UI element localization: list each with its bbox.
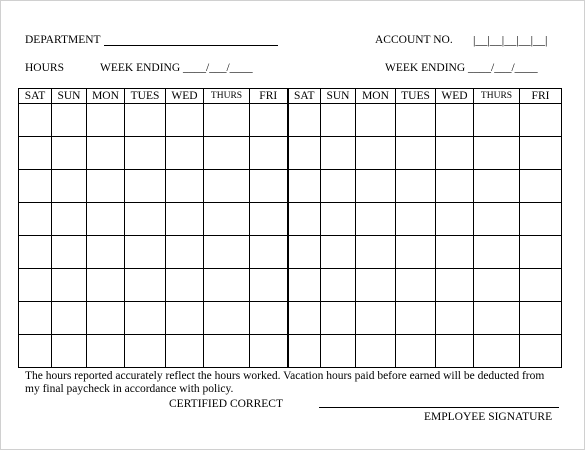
hours-cell[interactable]: [166, 335, 204, 368]
hours-cell[interactable]: [250, 170, 288, 203]
hours-grid: [18, 88, 562, 368]
hours-cell[interactable]: [288, 137, 321, 170]
hours-cell[interactable]: [250, 302, 288, 335]
policy-statement-line-2: my final paycheck in accordance with policy.: [25, 383, 234, 395]
day-header-thurs: THURS: [474, 89, 520, 104]
hours-cell[interactable]: [436, 104, 474, 137]
hours-cell[interactable]: [520, 269, 562, 302]
hours-cell[interactable]: [250, 269, 288, 302]
day-header-mon: MON: [87, 89, 125, 104]
hours-cell[interactable]: [520, 104, 562, 137]
hours-cell[interactable]: [474, 104, 520, 137]
hours-cell[interactable]: [474, 203, 520, 236]
hours-cell[interactable]: [19, 302, 52, 335]
hours-cell[interactable]: [87, 269, 125, 302]
hours-cell[interactable]: [125, 236, 166, 269]
week-ending-left-field[interactable]: WEEK ENDING ____/___/____: [100, 62, 253, 74]
hours-cell[interactable]: [125, 137, 166, 170]
hours-cell[interactable]: [396, 302, 436, 335]
day-header-tues: TUES: [396, 89, 436, 104]
hours-cell[interactable]: [356, 269, 396, 302]
hours-cell[interactable]: [321, 137, 356, 170]
hours-cell[interactable]: [436, 269, 474, 302]
hours-cell[interactable]: [250, 335, 288, 368]
hours-cell[interactable]: [356, 335, 396, 368]
hours-cell[interactable]: [321, 203, 356, 236]
hours-cell[interactable]: [288, 104, 321, 137]
hours-cell[interactable]: [52, 137, 87, 170]
hours-cell[interactable]: [250, 236, 288, 269]
table-row: [19, 104, 562, 137]
day-header-tues: TUES: [125, 89, 166, 104]
hours-cell[interactable]: [19, 170, 52, 203]
hours-cell[interactable]: [356, 104, 396, 137]
hours-cell[interactable]: [436, 302, 474, 335]
day-header-sun: SUN: [321, 89, 356, 104]
hours-cell[interactable]: [250, 137, 288, 170]
hours-cell[interactable]: [87, 302, 125, 335]
hours-cell[interactable]: [520, 170, 562, 203]
hours-cell[interactable]: [356, 170, 396, 203]
hours-cell[interactable]: [125, 170, 166, 203]
hours-cell[interactable]: [474, 236, 520, 269]
hours-cell[interactable]: [204, 203, 250, 236]
hours-cell[interactable]: [204, 170, 250, 203]
hours-cell[interactable]: [19, 335, 52, 368]
table-row: [19, 170, 562, 203]
hours-cell[interactable]: [436, 170, 474, 203]
hours-cell[interactable]: [166, 104, 204, 137]
hours-cell[interactable]: [87, 236, 125, 269]
hours-cell[interactable]: [166, 137, 204, 170]
hours-cell[interactable]: [396, 269, 436, 302]
hours-cell[interactable]: [204, 335, 250, 368]
hours-cell[interactable]: [520, 203, 562, 236]
hours-cell[interactable]: [19, 104, 52, 137]
table-row: [19, 302, 562, 335]
hours-cell[interactable]: [436, 236, 474, 269]
table-row: [19, 203, 562, 236]
hours-cell[interactable]: [436, 137, 474, 170]
hours-cell[interactable]: [87, 203, 125, 236]
hours-cell[interactable]: [204, 269, 250, 302]
hours-cell[interactable]: [52, 269, 87, 302]
hours-cell[interactable]: [87, 104, 125, 137]
hours-cell[interactable]: [396, 335, 436, 368]
certified-correct-label: CERTIFIED CORRECT: [169, 398, 283, 410]
hours-cell[interactable]: [474, 170, 520, 203]
hours-cell[interactable]: [52, 335, 87, 368]
day-header-thurs: THURS: [204, 89, 250, 104]
day-header-row: [19, 89, 562, 104]
hours-cell[interactable]: [87, 137, 125, 170]
hours-cell[interactable]: [356, 302, 396, 335]
hours-cell[interactable]: [19, 203, 52, 236]
employee-signature-label: EMPLOYEE SIGNATURE: [424, 411, 553, 423]
hours-cell[interactable]: [396, 104, 436, 137]
hours-cell[interactable]: [166, 203, 204, 236]
hours-cell[interactable]: [396, 236, 436, 269]
hours-cell[interactable]: [288, 170, 321, 203]
hours-cell[interactable]: [474, 269, 520, 302]
hours-cell[interactable]: [204, 236, 250, 269]
hours-cell[interactable]: [166, 269, 204, 302]
hours-cell[interactable]: [321, 269, 356, 302]
day-header-fri: FRI: [520, 89, 562, 104]
hours-cell[interactable]: [474, 335, 520, 368]
hours-cell[interactable]: [166, 170, 204, 203]
hours-cell[interactable]: [321, 104, 356, 137]
day-header-sun: SUN: [52, 89, 87, 104]
hours-cell[interactable]: [520, 236, 562, 269]
hours-cell[interactable]: [125, 302, 166, 335]
hours-cell[interactable]: [520, 335, 562, 368]
hours-cell[interactable]: [19, 269, 52, 302]
hours-cell[interactable]: [520, 137, 562, 170]
hours-cell[interactable]: [288, 236, 321, 269]
hours-cell[interactable]: [520, 302, 562, 335]
day-header-sat: SAT: [288, 89, 321, 104]
policy-statement-line-1: The hours reported accurately reflect the hours worked. Vacation hours paid before earned will be deducted from: [25, 370, 545, 382]
hours-cell[interactable]: [288, 269, 321, 302]
week-ending-right-field[interactable]: WEEK ENDING ____/___/____: [385, 62, 538, 74]
department-label: DEPARTMENT: [25, 34, 101, 46]
hours-cell[interactable]: [396, 137, 436, 170]
hours-cell[interactable]: [19, 137, 52, 170]
hours-cell[interactable]: [321, 335, 356, 368]
hours-cell[interactable]: [321, 170, 356, 203]
hours-cell[interactable]: [396, 203, 436, 236]
day-header-fri: FRI: [250, 89, 288, 104]
hours-cell[interactable]: [356, 203, 396, 236]
table-row: [19, 137, 562, 170]
hours-table: [18, 88, 562, 368]
hours-cell[interactable]: [356, 137, 396, 170]
hours-cell[interactable]: [436, 203, 474, 236]
day-header-wed: WED: [436, 89, 474, 104]
hours-cell[interactable]: [204, 302, 250, 335]
hours-cell[interactable]: [436, 335, 474, 368]
hours-cell[interactable]: [166, 302, 204, 335]
hours-cell[interactable]: [474, 302, 520, 335]
hours-cell[interactable]: [125, 104, 166, 137]
table-row: [19, 236, 562, 269]
hours-cell[interactable]: [204, 137, 250, 170]
hours-cell[interactable]: [125, 203, 166, 236]
account-number-field[interactable]: |__|__|__|__|__|: [473, 33, 548, 47]
hours-cell[interactable]: [288, 203, 321, 236]
table-row: [19, 335, 562, 368]
hours-cell[interactable]: [356, 236, 396, 269]
policy-statement: [25, 370, 565, 396]
hours-cell[interactable]: [52, 236, 87, 269]
hours-cell[interactable]: [321, 236, 356, 269]
hours-cell[interactable]: [52, 104, 87, 137]
hours-label: HOURS: [25, 62, 64, 74]
hours-cell[interactable]: [52, 302, 87, 335]
day-header-mon: MON: [356, 89, 396, 104]
day-header-sat: SAT: [19, 89, 52, 104]
table-row: [19, 269, 562, 302]
day-header-wed: WED: [166, 89, 204, 104]
account-label: ACCOUNT NO.: [375, 34, 453, 46]
hours-cell[interactable]: [321, 302, 356, 335]
hours-cell[interactable]: [250, 104, 288, 137]
hours-cell[interactable]: [52, 170, 87, 203]
hours-cell[interactable]: [204, 104, 250, 137]
hours-cell[interactable]: [19, 236, 52, 269]
signature-field[interactable]: [319, 407, 559, 408]
hours-cell[interactable]: [87, 335, 125, 368]
hours-cell[interactable]: [396, 170, 436, 203]
hours-cell[interactable]: [250, 203, 288, 236]
hours-cell[interactable]: [125, 269, 166, 302]
hours-cell[interactable]: [52, 203, 87, 236]
department-field[interactable]: [104, 45, 278, 46]
hours-cell[interactable]: [288, 335, 321, 368]
hours-cell[interactable]: [474, 137, 520, 170]
hours-cell[interactable]: [87, 170, 125, 203]
hours-cell[interactable]: [166, 236, 204, 269]
hours-cell[interactable]: [288, 302, 321, 335]
hours-cell[interactable]: [125, 335, 166, 368]
